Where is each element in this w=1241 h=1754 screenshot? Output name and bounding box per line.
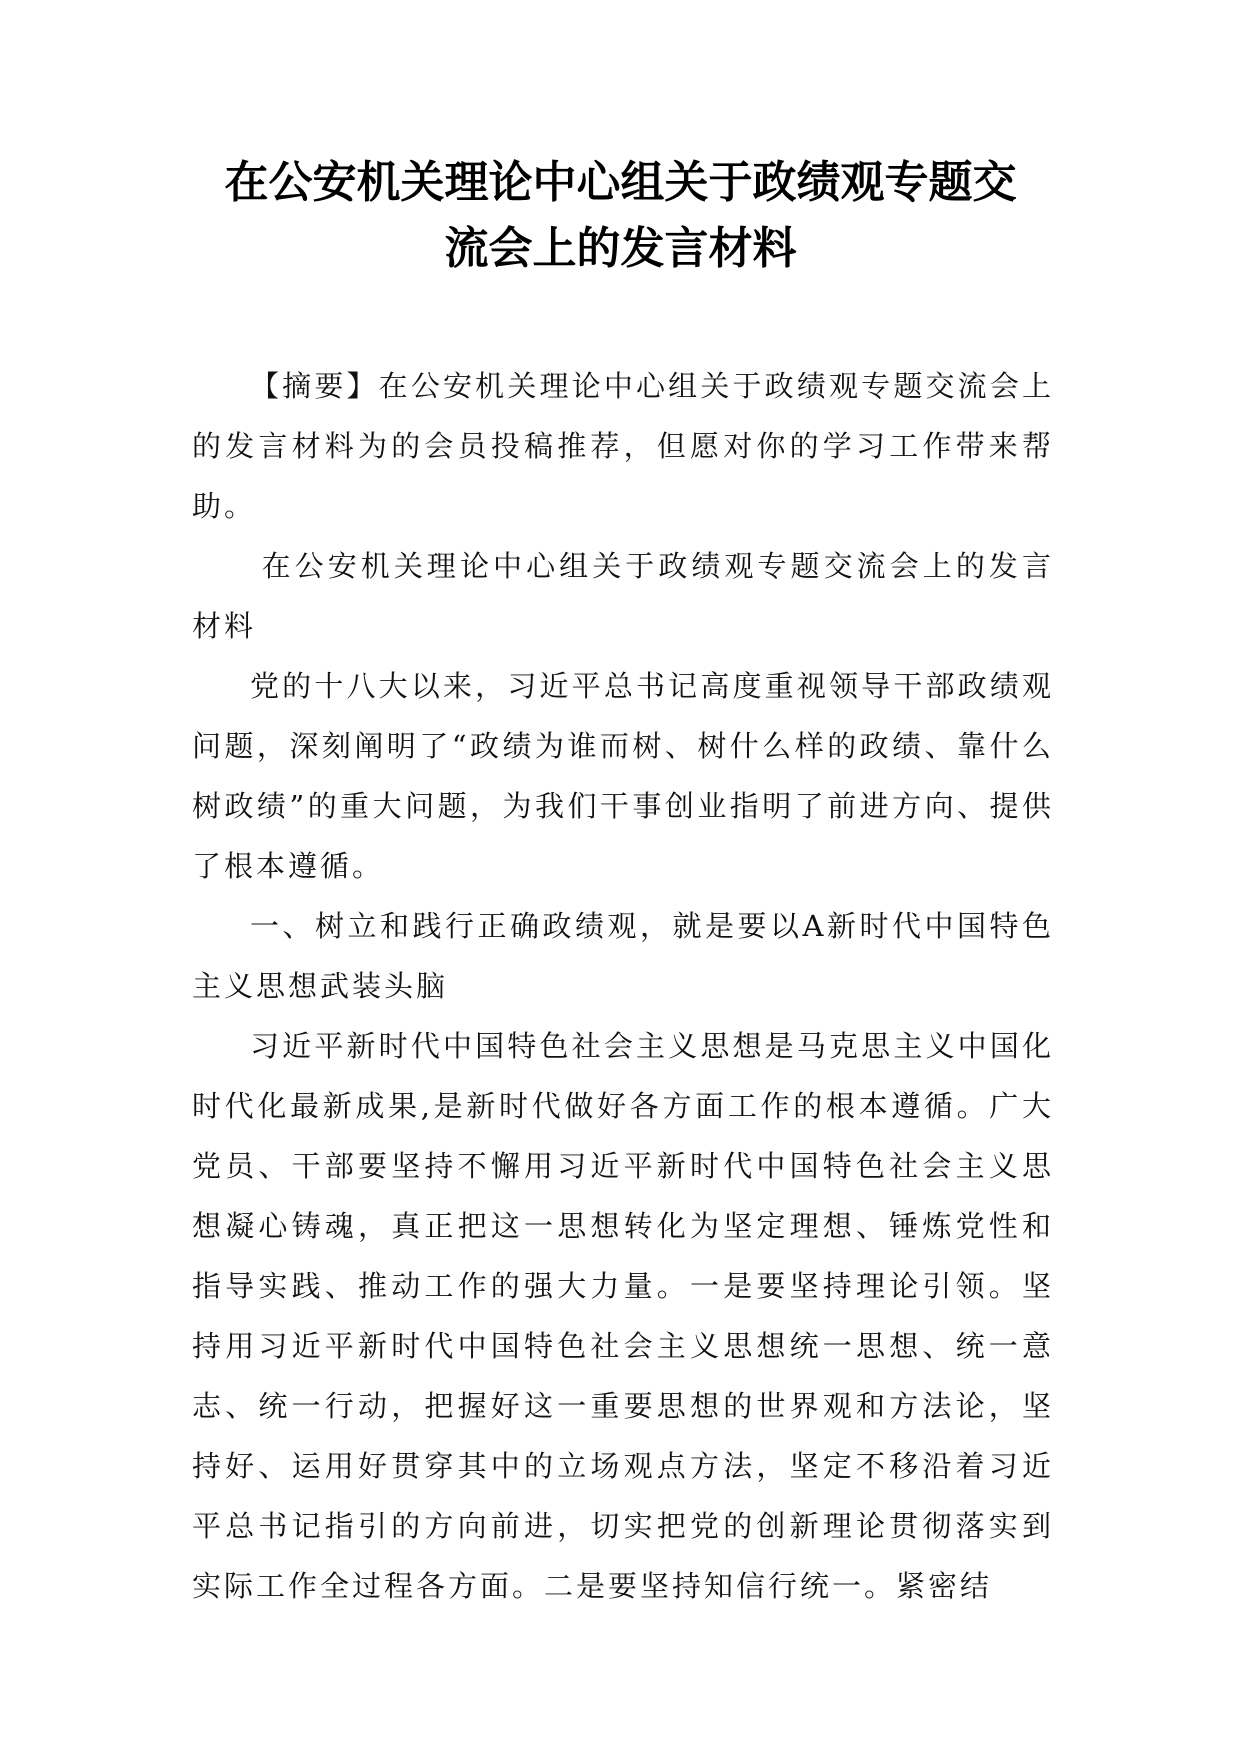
title-line-2: 流会上的发言材料 <box>444 223 797 274</box>
section-heading: 一、树立和践行正确政绩观，就是要以A新时代中国特色主义思想武装头脑 <box>192 909 1054 1003</box>
abstract-paragraph: 【摘要】在公安机关理论中心组关于政绩观专题交流会上的发言材料为的会员投稿推荐，但愿对你的学习工作带来帮助。 <box>192 369 1054 523</box>
body-paragraph: 习近平新时代中国特色社会主义思想是马克思主义中国化时代化最新成果,是新时代做好各方面工作的根本遵循。广大党员、干部要坚持不懈用习近平新时代中国特色社会主义思想凝心铸魂，真正把这一思想转化为坚定理想、锤炼党性和指导实践、推动工作的强大力量。一是要坚持理论引领。坚持用习近平新时代中国特色社会主义思想统一思想、统一意志、统一行动，把握好这一重要思想的世界观和方法论，坚持好、运用好贯穿其中的立场观点方法，坚定不移沿着习近平总书记指引的方向前进，切实把党的创新理论贯彻落实到实际工作全过程各方面。二是要坚持知信行统一。紧密结 <box>192 1029 1054 1603</box>
title-line-1: 在公安机关理论中心组关于政绩观专题交 <box>224 157 1017 208</box>
body-paragraph: 党的十八大以来，习近平总书记高度重视领导干部政绩观问题，深刻阐明了“政绩为谁而树、树什么样的政绩、靠什么树政绩”的重大问题，为我们干事创业指明了前进方向、提供了根本遵循。 <box>192 669 1054 883</box>
document-body <box>192 356 1054 1616</box>
subtitle-paragraph: 在公安机关理论中心组关于政绩观专题交流会上的发言材料 <box>192 549 1054 643</box>
document-title <box>150 150 1091 282</box>
